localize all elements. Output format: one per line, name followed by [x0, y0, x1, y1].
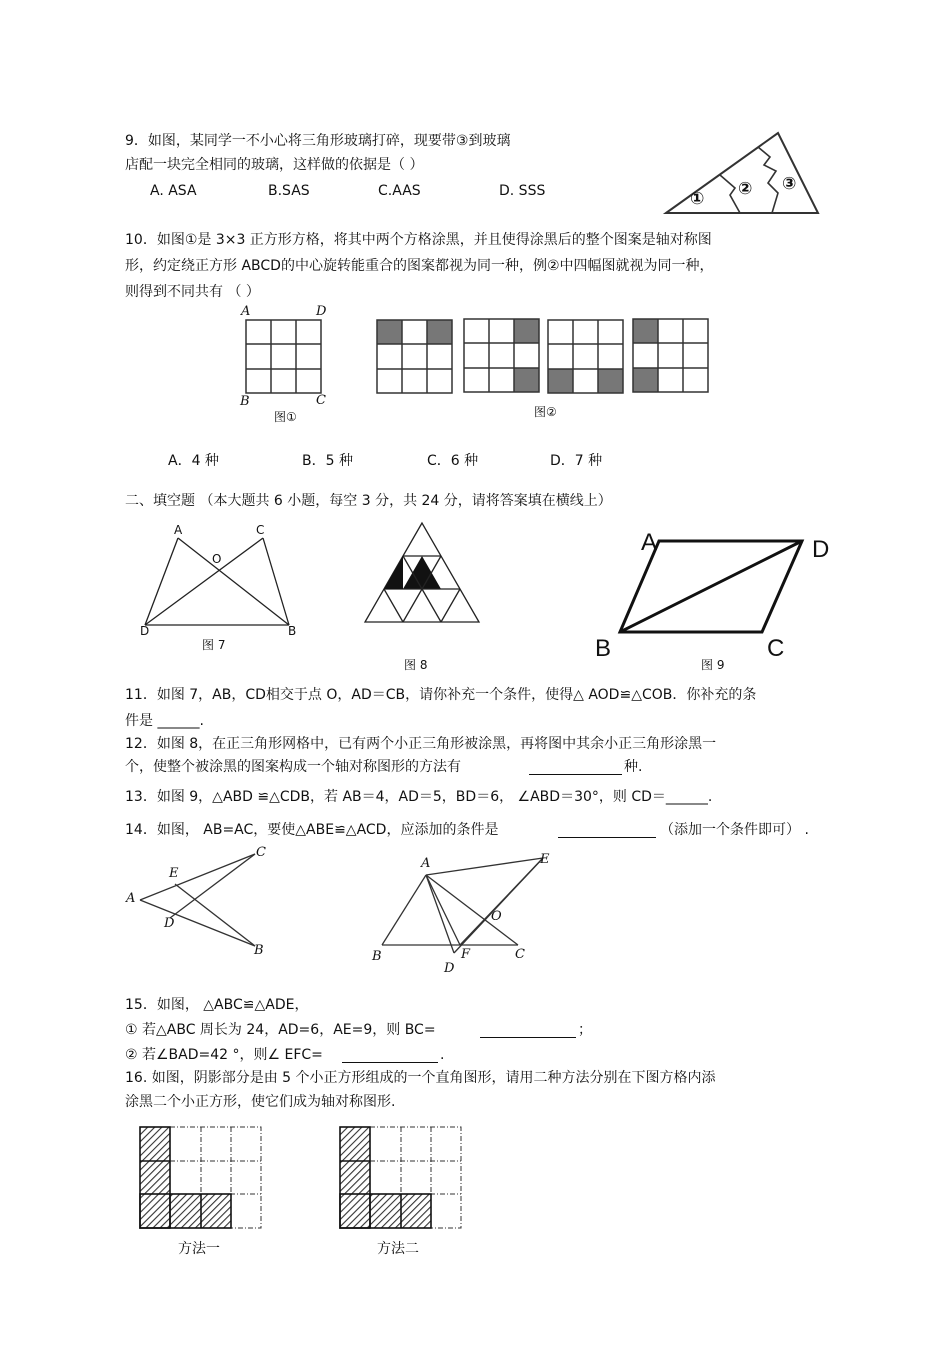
fig14a-label-e: E: [169, 866, 179, 881]
q10-line3: 则得到不同共有 （ ）: [125, 284, 260, 300]
q10-fig1-label-b: B: [240, 394, 250, 409]
q10-option-b: B．5 种: [302, 453, 353, 469]
q14-line1-text: 14．如图， AB=AC，要使△ABE≌△ACD，应添加的条件是: [125, 822, 499, 838]
fig7-label-d: D: [140, 624, 150, 638]
fig14a-figure: [130, 845, 266, 953]
fig9-label-b: B: [595, 635, 612, 662]
fig9-caption: 图 9: [701, 658, 725, 672]
q9-line2: 店配一块完全相同的玻璃，这样做的依据是（ ）: [125, 157, 424, 173]
fig14a-label-d: D: [164, 916, 175, 931]
fig7-label-b: B: [288, 624, 297, 638]
q15-line2-suffix: ；: [578, 1022, 592, 1038]
q12-line1: 12．如图 8，在正三角形网格中，已有两个小正三角形被涂黑，再将图中其余小正三角形涂黑一: [125, 736, 717, 752]
fig7-label-a: A: [174, 523, 183, 537]
fig9-label-d: D: [812, 536, 830, 563]
q10-fig1-label-a: A: [241, 304, 251, 319]
q10-fig2-grid-2: [464, 319, 540, 393]
q15-line1: 15．如图， △ABC≌△ADE，: [125, 997, 309, 1013]
q15-bc-answer-blank[interactable]: [480, 1023, 576, 1038]
q10-fig1-grid: [246, 320, 322, 394]
fig14a-label-a: A: [126, 891, 136, 906]
q12-line2-text: 个，使整个被涂黑的图案构成一个轴对称图形的方法有: [125, 759, 461, 775]
q9-piece-1-label: ①: [690, 189, 705, 209]
q14-line1-suffix: （添加一个条件即可） .: [660, 822, 809, 838]
q9-option-a: A. ASA: [150, 183, 197, 199]
q10-fig2-grid-1: [377, 320, 453, 394]
q14-answer-blank[interactable]: [558, 823, 656, 838]
q15-line3-suffix: .: [440, 1047, 445, 1063]
q9-piece-2-label: ②: [738, 179, 753, 199]
fig7-caption: 图 7: [202, 638, 226, 652]
fig9-label-a: A: [641, 529, 658, 556]
q10-line1: 10．如图①是 3×3 正方形方格，将其中两个方格涂黑，并且使得涂黑后的整个图案是轴对称图: [125, 232, 712, 248]
q15-line3-text: ② 若∠BAD=42 °，则∠ EFC=: [125, 1047, 323, 1063]
fig14b-label-c: C: [515, 947, 525, 962]
q9-option-b: B.SAS: [268, 183, 310, 199]
fig8-caption: 图 8: [404, 658, 428, 672]
q16-method2-grid[interactable]: [340, 1127, 464, 1231]
q11-line2: 件是 ______.: [125, 713, 204, 729]
q10-fig2-caption: 图②: [534, 405, 557, 419]
fig14a-label-b: B: [254, 943, 264, 958]
q16-method2-caption: 方法二: [377, 1241, 419, 1257]
q13-line1: 13．如图 9，△ABD ≌△CDB，若 AB＝4，AD＝5，BD＝6， ∠ABD＝30°，则 CD＝______.: [125, 789, 713, 805]
q10-line2: 形，约定绕正方形 ABCD的中心旋转能重合的图案都视为同一种，例②中四幅图就视为同一种，: [125, 258, 714, 274]
q12-line2-suffix: 种.: [624, 759, 643, 775]
q16-method1-caption: 方法一: [178, 1241, 220, 1257]
q10-fig1-label-d: D: [316, 304, 327, 319]
fig7-label-o: O: [212, 552, 222, 566]
fig9-label-c: C: [767, 635, 785, 662]
fig14b-label-f: F: [461, 947, 471, 962]
fig14a-label-c: C: [256, 845, 266, 860]
q10-fig1-caption: 图①: [274, 410, 297, 424]
q15-efc-answer-blank[interactable]: [342, 1048, 438, 1063]
q15-line2-text: ① 若△ABC 周长为 24，AD=6，AE=9，则 BC=: [125, 1022, 436, 1038]
fig14b-label-o: O: [491, 909, 502, 924]
fig14b-label-a: A: [421, 856, 431, 871]
q9-broken-triangle-figure: [660, 125, 825, 220]
section2-heading: 二、填空题 （本大题共 6 小题，每空 3 分，共 24 分，请将答案填在横线上）: [125, 493, 612, 509]
q9-option-c: C.AAS: [378, 183, 421, 199]
q9-line1: 9．如图，某同学一不小心将三角形玻璃打碎，现要带③到玻璃: [125, 133, 511, 149]
fig7-label-c: C: [256, 523, 265, 537]
q9-piece-3-label: ③: [782, 174, 797, 194]
q9-option-d: D. SSS: [499, 183, 546, 199]
q16-line2: 涂黑二个小正方形，使它们成为轴对称图形.: [125, 1094, 396, 1110]
q10-fig2-grid-3: [548, 320, 624, 394]
q16-line1: 16. 如图，阴影部分是由 5 个小正方形组成的一个直角图形，请用二种方法分别在下图方格内添: [125, 1070, 716, 1086]
q10-option-d: D．7 种: [550, 453, 603, 469]
q10-fig2-grid-4: [633, 319, 709, 393]
fig14b-label-d: D: [444, 961, 455, 976]
q12-answer-blank[interactable]: [529, 760, 622, 775]
q11-line1: 11．如图 7，AB，CD相交于点 O，AD＝CB，请你补充一个条件，使得△ AOD≌△COB．你补充的条: [125, 687, 757, 703]
q10-option-a: A．4 种: [168, 453, 219, 469]
fig14b-label-e: E: [540, 852, 550, 867]
q16-method1-grid[interactable]: [140, 1127, 264, 1231]
fig8-triangle-grid: [365, 523, 480, 625]
fig14b-label-b: B: [372, 949, 382, 964]
q10-fig1-label-c: C: [316, 393, 326, 408]
q10-option-c: C．6 种: [427, 453, 479, 469]
